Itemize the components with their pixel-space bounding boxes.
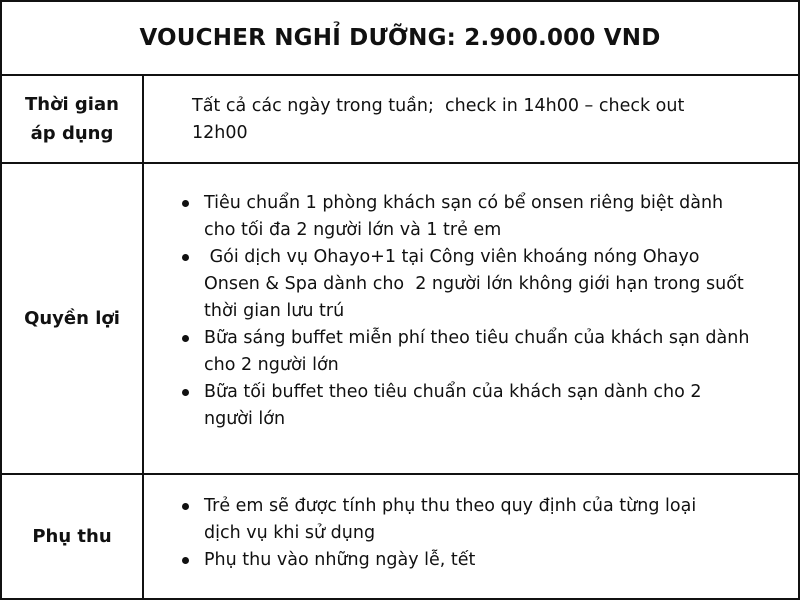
bullet-icon [182,200,189,207]
list-item [180,190,786,244]
bullet-icon [182,503,189,510]
list-item-line: Onsen & Spa dành cho 2 người lớn không giới hạn trong suốt [204,274,744,294]
benefits-list [180,190,786,433]
list-item [180,244,786,325]
bullet-icon [182,557,189,564]
label-cell [2,76,144,162]
list-item [180,325,786,379]
list-item-line: Phụ thu vào những ngày lễ, tết [204,550,476,570]
row-application-time [2,76,798,164]
list-item [180,493,786,547]
application-time-line: 12h00 [192,123,248,143]
application-time-line: Tất cả các ngày trong tuần; check in 14h00 – check out [192,96,685,116]
content-cell [144,164,798,473]
list-item-line: Gói dịch vụ Ohayo+1 tại Công viên khoáng nóng Ohayo [204,247,700,267]
list-item-line: thời gian lưu trú [204,301,345,321]
bullet-icon [182,254,189,261]
list-item-line: Bữa sáng buffet miễn phí theo tiêu chuẩn của khách sạn dành [204,328,750,348]
title-row [2,2,798,76]
voucher-title: VOUCHER NGHỈ DƯỠNG: 2.900.000 VND [139,25,661,51]
list-item-line: Tiêu chuẩn 1 phòng khách sạn có bể onsen riêng biệt dành [204,193,724,213]
row-label-line: Thời gian [25,94,119,115]
row-label-line: áp dụng [30,123,114,144]
list-item [180,547,786,574]
label-cell [2,475,144,598]
list-item-line: cho tối đa 2 người lớn và 1 trẻ em [204,220,502,240]
list-item-line: Trẻ em sẽ được tính phụ thu theo quy định của từng loại [204,496,697,516]
list-item [180,379,786,433]
bullet-icon [182,335,189,342]
row-label [25,90,119,148]
list-item-line: Bữa tối buffet theo tiêu chuẩn của khách sạn dành cho 2 [204,382,702,402]
bullet-icon [182,389,189,396]
row-benefits [2,164,798,475]
list-item-line: dịch vụ khi sử dụng [204,523,376,543]
list-item-line: người lớn [204,409,286,429]
content-cell [144,475,798,598]
label-cell [2,164,144,473]
row-surcharge [2,475,798,598]
surcharge-list [180,493,786,574]
list-item-line: cho 2 người lớn [204,355,339,375]
content-cell [144,76,798,162]
row-label: Phụ thu [32,526,112,547]
row-label: Quyền lợi [24,308,120,329]
